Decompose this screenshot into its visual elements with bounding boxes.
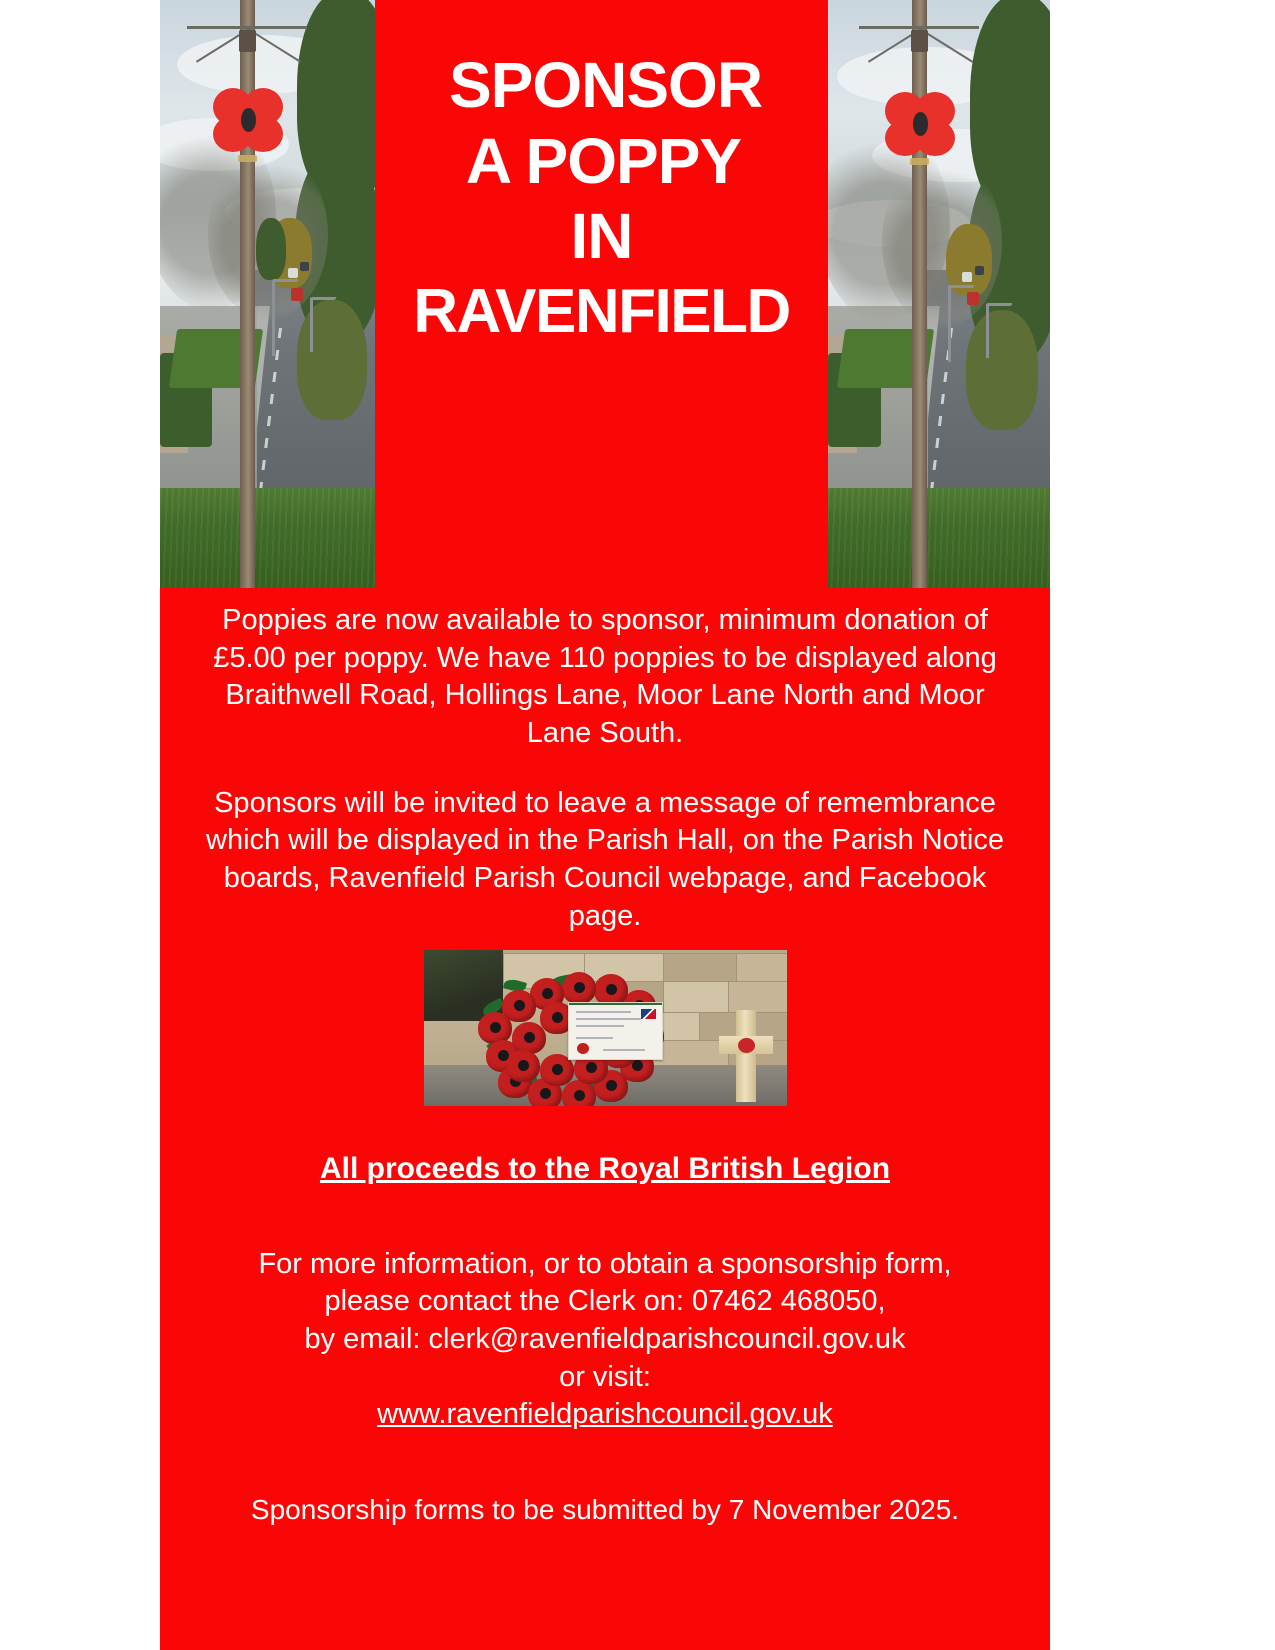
pole-band (238, 155, 257, 162)
car-icon (975, 266, 984, 275)
grass-verge (828, 488, 1050, 588)
poster-body-text (160, 588, 1050, 1526)
wreath-photo-wrapper (190, 950, 1020, 1106)
title-line-ravenfield: RAVENFIELD (413, 276, 790, 346)
poppy-on-pole-icon (213, 88, 283, 152)
pole-fitting (911, 30, 928, 52)
title-line-a-poppy: A POPPY (465, 124, 742, 197)
telegraph-pole (912, 0, 927, 588)
spacer (190, 1434, 1020, 1494)
car-icon (291, 288, 303, 301)
poster-body (160, 0, 1050, 1650)
poppy-wreath-icon (476, 972, 666, 1106)
spacer (190, 753, 1020, 785)
pole-band (910, 158, 929, 165)
street-lamp-icon (948, 288, 951, 362)
card-poppy-icon (577, 1043, 589, 1054)
submission-deadline: Sponsorship forms to be submitted by 7 November 2025. (250, 1493, 960, 1525)
title-line-in: IN (570, 200, 633, 273)
contact-line-phone[interactable]: please contact the Clerk on: 07462 468050, (324, 1285, 886, 1318)
remembrance-message-card (568, 1002, 663, 1060)
grass-verge (160, 488, 375, 588)
title-line-sponsor: SPONSOR (448, 49, 763, 121)
contact-line-email[interactable]: by email: clerk@ravenfieldparishcouncil.gov.uk (304, 1322, 906, 1355)
contact-line-info: For more information, or to obtain a sponsorship form, (258, 1247, 952, 1280)
street-lamp-icon (986, 306, 989, 358)
remembrance-cross-icon (719, 1010, 773, 1102)
car-icon (300, 262, 309, 271)
tree-icon (966, 310, 1038, 430)
wreath-photo (424, 950, 787, 1106)
car-icon (288, 268, 298, 278)
street-lamp-icon (310, 300, 313, 352)
tree-icon (256, 218, 286, 280)
poster-title-block (375, 0, 828, 588)
paragraph-availability: Poppies are now available to sponsor, minimum donation of £5.00 per poppy. We have 110 poppies to be displayed along Braithwell Road, Hollings Lane, Moor Lane North and Moor Lane South. (213, 604, 997, 750)
website-link[interactable]: www.ravenfieldparishcouncil.gov.uk (377, 1398, 833, 1431)
pole-fitting (239, 30, 256, 52)
contact-details (190, 1246, 1020, 1434)
spacer (190, 1186, 1020, 1246)
paragraph-remembrance: Sponsors will be invited to leave a message of remembrance which will be displayed in the Parish Hall, on the Parish Notice boards, Ravenfield Parish Council webpage, and Facebook page. (206, 786, 1004, 932)
poppy-on-pole-icon (885, 92, 955, 156)
tree-icon (297, 300, 367, 420)
contact-line-visit: or visit: (559, 1360, 651, 1393)
car-icon (967, 292, 979, 305)
stone-block (736, 953, 787, 983)
right-street-photo (828, 0, 1050, 588)
street-lamp-icon (272, 282, 275, 356)
header-photo-band (160, 0, 1050, 588)
car-icon (962, 272, 972, 282)
left-street-photo (160, 0, 375, 588)
stone-block (663, 953, 738, 983)
union-flag-icon (641, 1009, 656, 1019)
spacer (190, 1106, 1020, 1152)
proceeds-statement: All proceeds to the Royal British Legion (319, 1151, 891, 1185)
